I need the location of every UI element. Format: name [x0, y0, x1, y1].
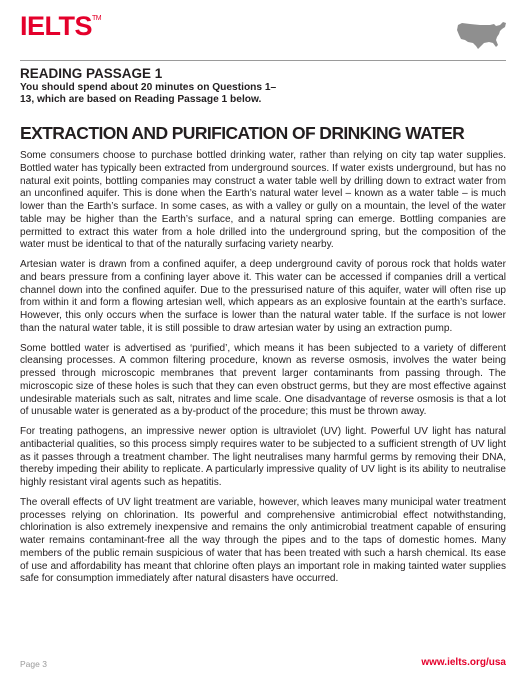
passage-paragraph: Some consumers choose to purchase bottled drinking water, rather than relying on city tap water supplies. Bottled water has typically been extracted from underground sources. If water exists underground, but has no natural exit points, bottling companies may construct a water table well by drilling down to extract water from an unconfined aquifer. This is done when the Earth’s natural water level – known as a water table – is much lower than the Earth’s surface. In some cases, as with a valley or gully on a mountain, the level of the water table may be higher than the Earth’s surface, and a natural spring can emerge. Bottling companies are permitted to extract this water from a hole drilled into the underground spring, but the composition of the water must be identical to that of the naturally surfacing variety nearby.	[20, 150, 506, 251]
passage-title: EXTRACTION AND PURIFICATION OF DRINKING WATER	[20, 123, 465, 143]
usa-map-icon	[456, 19, 508, 51]
passage-paragraph: Artesian water is drawn from a confined aquifer, a deep underground cavity of porous rock that holds water and bears pressure from a confining layer above it. This water can be accessed if companies drill a vertical channel down into the confined aquifer. Due to the pressurised nature of this aquifer, water will often rise up from within it and form a flowing artesian well, which appears as an explosive fountain at the earth’s surface. However, this only occurs when the surface is lower than the natural water table. If the surface is not lower than the natural water table, it is still possible to draw artesian water by using an extraction pump.	[20, 259, 506, 334]
header-divider	[20, 60, 506, 61]
page-number: Page 3	[20, 659, 47, 669]
section-instructions: You should spend about 20 minutes on Questions 1–13, which are based on Reading Passage 1 below.	[20, 82, 277, 105]
section-heading: READING PASSAGE 1	[20, 66, 163, 81]
passage-paragraph: For treating pathogens, an impressive newer option is ultraviolet (UV) light. Powerful UV light has natural antibacterial qualities, so this process simply requires water to be subjected to a sufficient strength of UV light as it passes through a treatment chamber. The light neutralises many harmful germs by removing their DNA, thereby impeding their ability to replicate. A particularly impressive quality of UV light is its ability to neutralise highly resistant viral agents such as hepatitis.	[20, 426, 506, 488]
website-link[interactable]: www.ielts.org/usa	[421, 657, 506, 668]
ielts-logo	[20, 13, 101, 40]
trademark-mark: TM	[92, 15, 102, 22]
passage-body	[20, 150, 506, 593]
passage-paragraph: Some bottled water is advertised as ‘purified’, which means it has been subjected to a variety of different cleansing processes. A common filtering procedure, known as reverse osmosis, involves the water being pressed through microscopic membranes that prevent larger contaminants from passing through. The microscopic size of these holes is such that they can even obstruct germs, but they are most effective against undesirable materials such as salt, nitrates and lime scale. One disadvantage of reverse osmosis is that a lot of unusable water is generated as a by-product of the procedure; this must be thrown away.	[20, 342, 506, 418]
passage-paragraph: The overall effects of UV light treatment are variable, however, which leaves many municipal water treatment processes relying on chlorination. Its powerful and comprehensive antimicrobial effect notwithstanding, chlorination is also extremely inexpensive and remains the only antimicrobial treatment capable of ensuring water remains contaminant-free all the way through the pipes and to the taps of domestic homes. Many members of the public remain suspicious of water that has been treated with such a harsh chemical. Its ease of use and affordability has meant that chlorine often plays an important role in making tainted water supplies safe for consumption immediately after natural disasters have occurred.	[20, 496, 506, 585]
logo-text: IELTS	[20, 11, 93, 41]
